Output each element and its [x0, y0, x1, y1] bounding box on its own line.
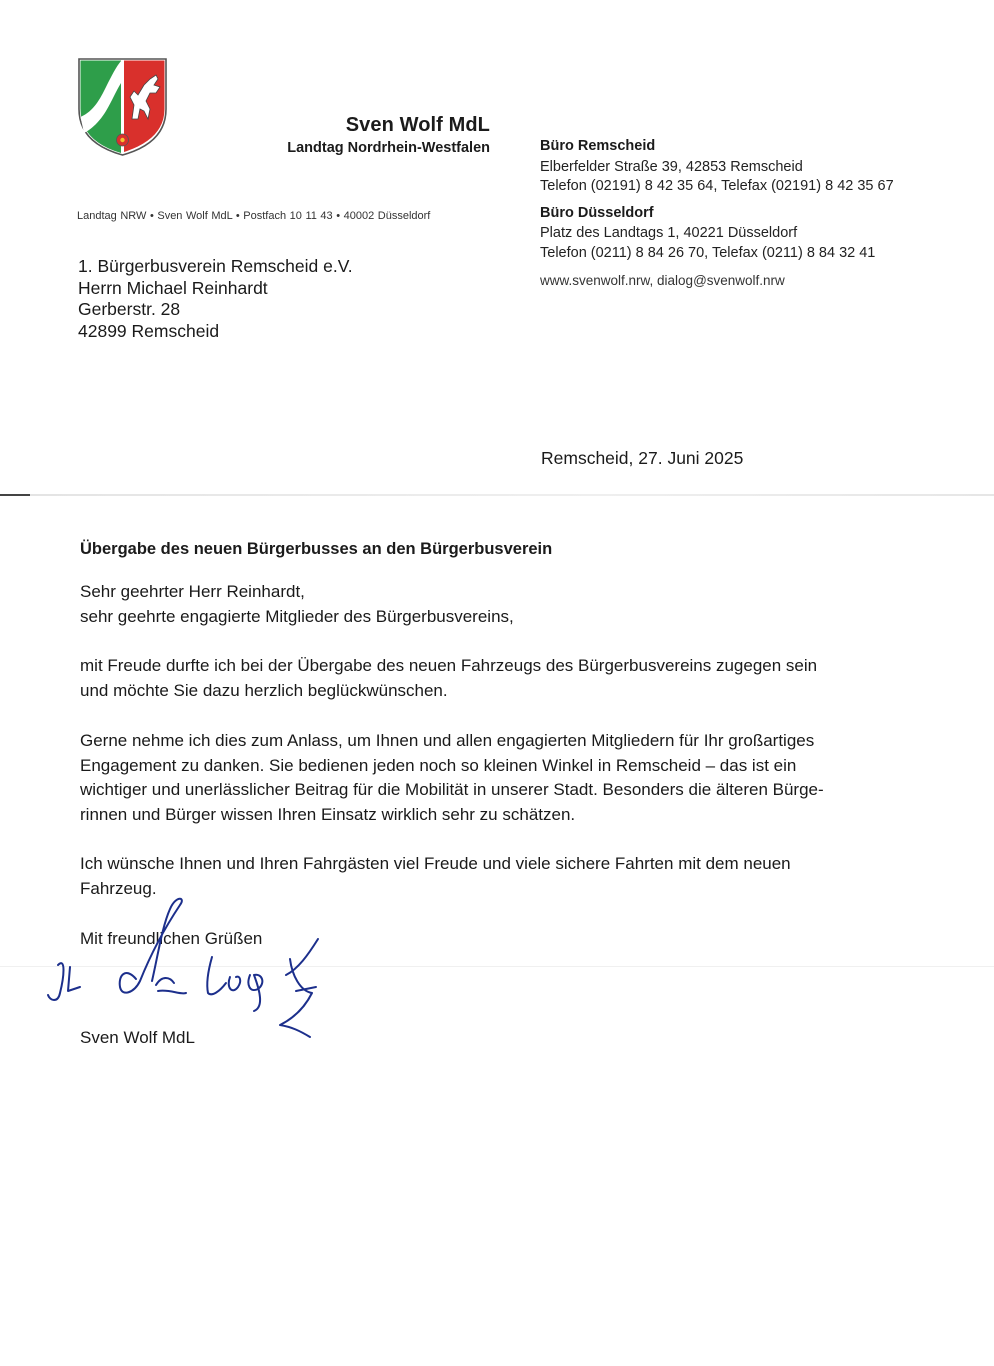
letter-date: Remscheid, 27. Juni 2025	[541, 448, 744, 468]
office-duesseldorf-address: Platz des Landtags 1, 40221 Düsseldorf	[540, 225, 798, 241]
office-duesseldorf-phone: Telefon (0211) 8 84 26 70, Telefax (0211) 8 84 32 41	[540, 245, 876, 261]
body-paragraph	[80, 654, 817, 703]
letter-subject: Übergabe des neuen Bürgerbusses an den Bürgerbusverein	[80, 540, 553, 558]
recipient-line: 1. Bürgerbusverein Remscheid e.V.	[78, 256, 353, 276]
office-remscheid-heading: Büro Remscheid	[540, 138, 656, 154]
closing-phrase: Mit freundlichen Grüßen	[80, 929, 263, 948]
return-address-line: Landtag NRW • Sven Wolf MdL • Postfach 10 11 43 • 40002 Düsseldorf	[77, 210, 431, 222]
recipient-line: 42899 Remscheid	[78, 320, 220, 341]
text-line: mit Freude durfte ich bei der Übergabe des neuen Fahrzeugs des Bürgerbusvereins zugegen sein	[80, 656, 818, 675]
recipient-line: Gerberstr. 28	[78, 299, 181, 319]
office-remscheid-phone: Telefon (02191) 8 42 35 64, Telefax (02191) 8 42 35 67	[540, 178, 894, 194]
office-remscheid-address: Elberfelder Straße 39, 42853 Remscheid	[540, 159, 803, 175]
text-line: Engagement zu danken. Sie bedienen jeden noch so kleinen Winkel in Remscheid – das ist ein	[80, 755, 797, 775]
text-line: Ich wünsche Ihnen und Ihren Fahrgästen viel Freude und viele sichere Fahrten mit dem neuen	[80, 854, 791, 873]
text-line: Fahrzeug.	[80, 878, 157, 898]
recipient-address	[78, 256, 353, 342]
text-line: Gerne nehme ich dies zum Anlass, um Ihnen und allen engagierten Mitgliedern für Ihr großartiges	[80, 731, 815, 750]
text-line: rinnen und Bürger wissen Ihren Einsatz wirklich sehr zu schätzen.	[80, 804, 576, 824]
salutation	[80, 580, 514, 629]
signer-name: Sven Wolf MdL	[80, 1028, 195, 1047]
sender-organization: Landtag Nordrhein-Westfalen	[287, 140, 490, 156]
text-line: wichtiger und unerlässlicher Beitrag für die Mobilität in unserer Stadt. Besonders die älteren Bürge-	[80, 780, 824, 800]
handwritten-signature	[40, 895, 330, 1045]
body-paragraph	[80, 852, 791, 901]
recipient-line: Herrn Michael Reinhardt	[78, 277, 268, 298]
nrw-coat-of-arms-logo	[76, 57, 169, 157]
fold-mark	[0, 494, 994, 496]
office-duesseldorf-heading: Büro Düsseldorf	[540, 205, 654, 221]
text-line: sehr geehrte engagierte Mitglieder des Bürgerbusvereins,	[80, 606, 514, 626]
body-paragraph	[80, 729, 824, 827]
sender-name: Sven Wolf MdL	[345, 114, 490, 136]
web-and-email: www.svenwolf.nrw, dialog@svenwolf.nrw	[540, 273, 785, 288]
text-line: Sehr geehrter Herr Reinhardt,	[80, 582, 305, 601]
text-line: und möchte Sie dazu herzlich beglückwünschen.	[80, 680, 448, 700]
